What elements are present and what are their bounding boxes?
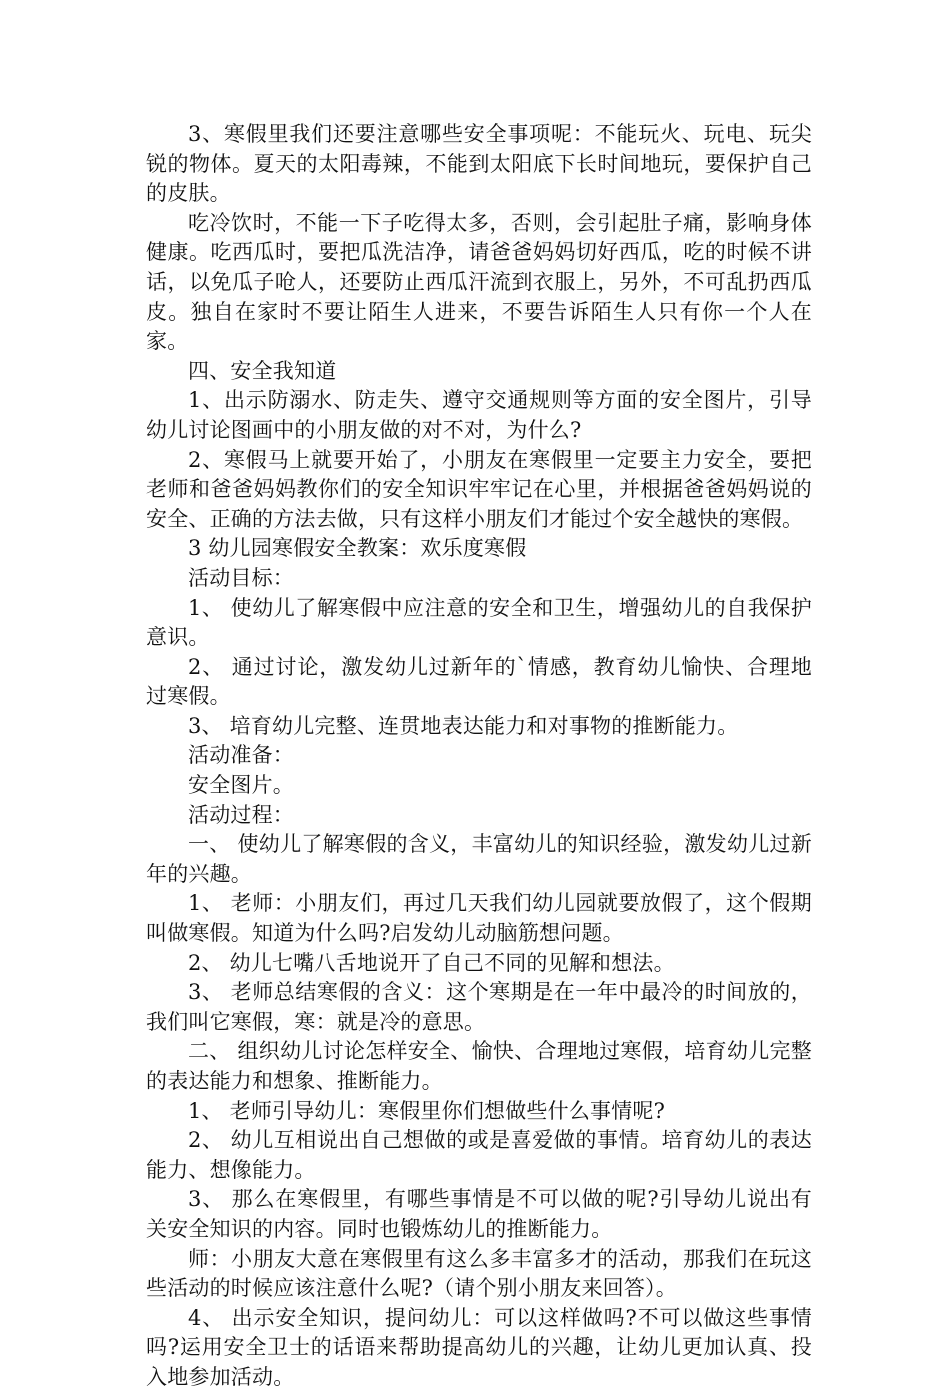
process-step-2-3: 3、 那么在寒假里，有哪些事情是不可以做的呢?引导幼儿说出有关安全知识的内容。同时也锻炼幼儿的推断能力。 bbox=[146, 1187, 812, 1241]
document-body bbox=[146, 120, 812, 1393]
goal-item-2: 2、 通过讨论，激发幼儿过新年的`情感，教育幼儿愉快、合理地过寒假。 bbox=[146, 654, 812, 709]
paragraph-winter-break-start: 2、寒假马上就要开始了，小朋友在寒假里一定要主力安全，要把老师和爸爸妈妈教你们的安全知识牢牢记在心里，并根据爸爸妈妈说的安全、正确的方法去做，只有这样小朋友们才能过个安全越快的寒假。 bbox=[146, 447, 812, 531]
paragraph-show-pictures: 1、出示防溺水、防走失、遵守交通规则等方面的安全图片，引导幼儿讨论图画中的小朋友做的对不对，为什么? bbox=[146, 388, 812, 442]
process-step-1-2: 2、 幼儿七嘴八舌地说开了自己不同的见解和想法。 bbox=[188, 950, 675, 975]
paragraph-safety-items: 3、寒假里我们还要注意哪些安全事项呢：不能玩火、玩电、玩尖锐的物体。夏天的太阳毒辣，不能到太阳底下长时间地玩，要保护自己的皮肤。 bbox=[146, 122, 812, 206]
paragraph-cold-drinks: 吃冷饮时，不能一下子吃得太多，否则，会引起肚子痛，影响身体健康。吃西瓜时，要把瓜洗洁净，请爸爸妈妈切好西瓜，吃的时候不讲话，以免瓜子呛人，还要防止西瓜汗流到衣服上，另外，不可乱扔西瓜皮。独自在家时不要让陌生人进来，不要告诉陌生人只有你一个人在家。 bbox=[146, 210, 812, 354]
lesson-title: 3 幼儿园寒假安全教案：欢乐度寒假 bbox=[188, 536, 527, 561]
goal-item-1: 1、 使幼儿了解寒假中应注意的安全和卫生，增强幼儿的自我保护意识。 bbox=[146, 595, 812, 650]
process-step-2-4: 4、 出示安全知识，提问幼儿：可以这样做吗?不可以做这些事情吗?运用安全卫士的话语来帮助提高幼儿的兴趣，让幼儿更加认真、投入地参加活动。 bbox=[146, 1305, 812, 1389]
heading-activity-preparation: 活动准备： bbox=[188, 743, 294, 768]
process-step-1: 一、 使幼儿了解寒假的含义，丰富幼儿的知识经验，激发幼儿过新年的兴趣。 bbox=[146, 832, 812, 886]
process-step-2-1: 1、 老师引导幼儿：寒假里你们想做些什么事情呢? bbox=[188, 1098, 666, 1123]
heading-activity-process: 活动过程： bbox=[188, 802, 294, 827]
goal-item-3: 3、 培育幼儿完整、连贯地表达能力和对事物的推断能力。 bbox=[188, 713, 739, 738]
process-step-2: 二、 组织幼儿讨论怎样安全、愉快、合理地过寒假，培育幼儿完整的表达能力和想象、推断能力。 bbox=[146, 1039, 812, 1093]
preparation-item: 安全图片。 bbox=[188, 773, 294, 798]
section-heading-safety-know: 四、安全我知道 bbox=[188, 358, 337, 383]
heading-activity-goals: 活动目标： bbox=[188, 565, 294, 590]
teacher-question: 师：小朋友大意在寒假里有这么多丰富多才的活动，那我们在玩这些活动的时候应该注意什么呢?（请个别小朋友来回答）。 bbox=[146, 1246, 812, 1301]
process-step-1-1: 1、 老师：小朋友们，再过几天我们幼儿园就要放假了，这个假期叫做寒假。知道为什么吗?启发幼儿动脑筋想问题。 bbox=[146, 891, 812, 946]
process-step-2-2: 2、 幼儿互相说出自己想做的或是喜爱做的事情。培育幼儿的表达能力、想像能力。 bbox=[146, 1128, 812, 1182]
process-step-1-3: 3、 老师总结寒假的含义：这个寒期是在一年中最冷的时间放的，我们叫它寒假，寒：就是冷的意思。 bbox=[146, 980, 812, 1034]
